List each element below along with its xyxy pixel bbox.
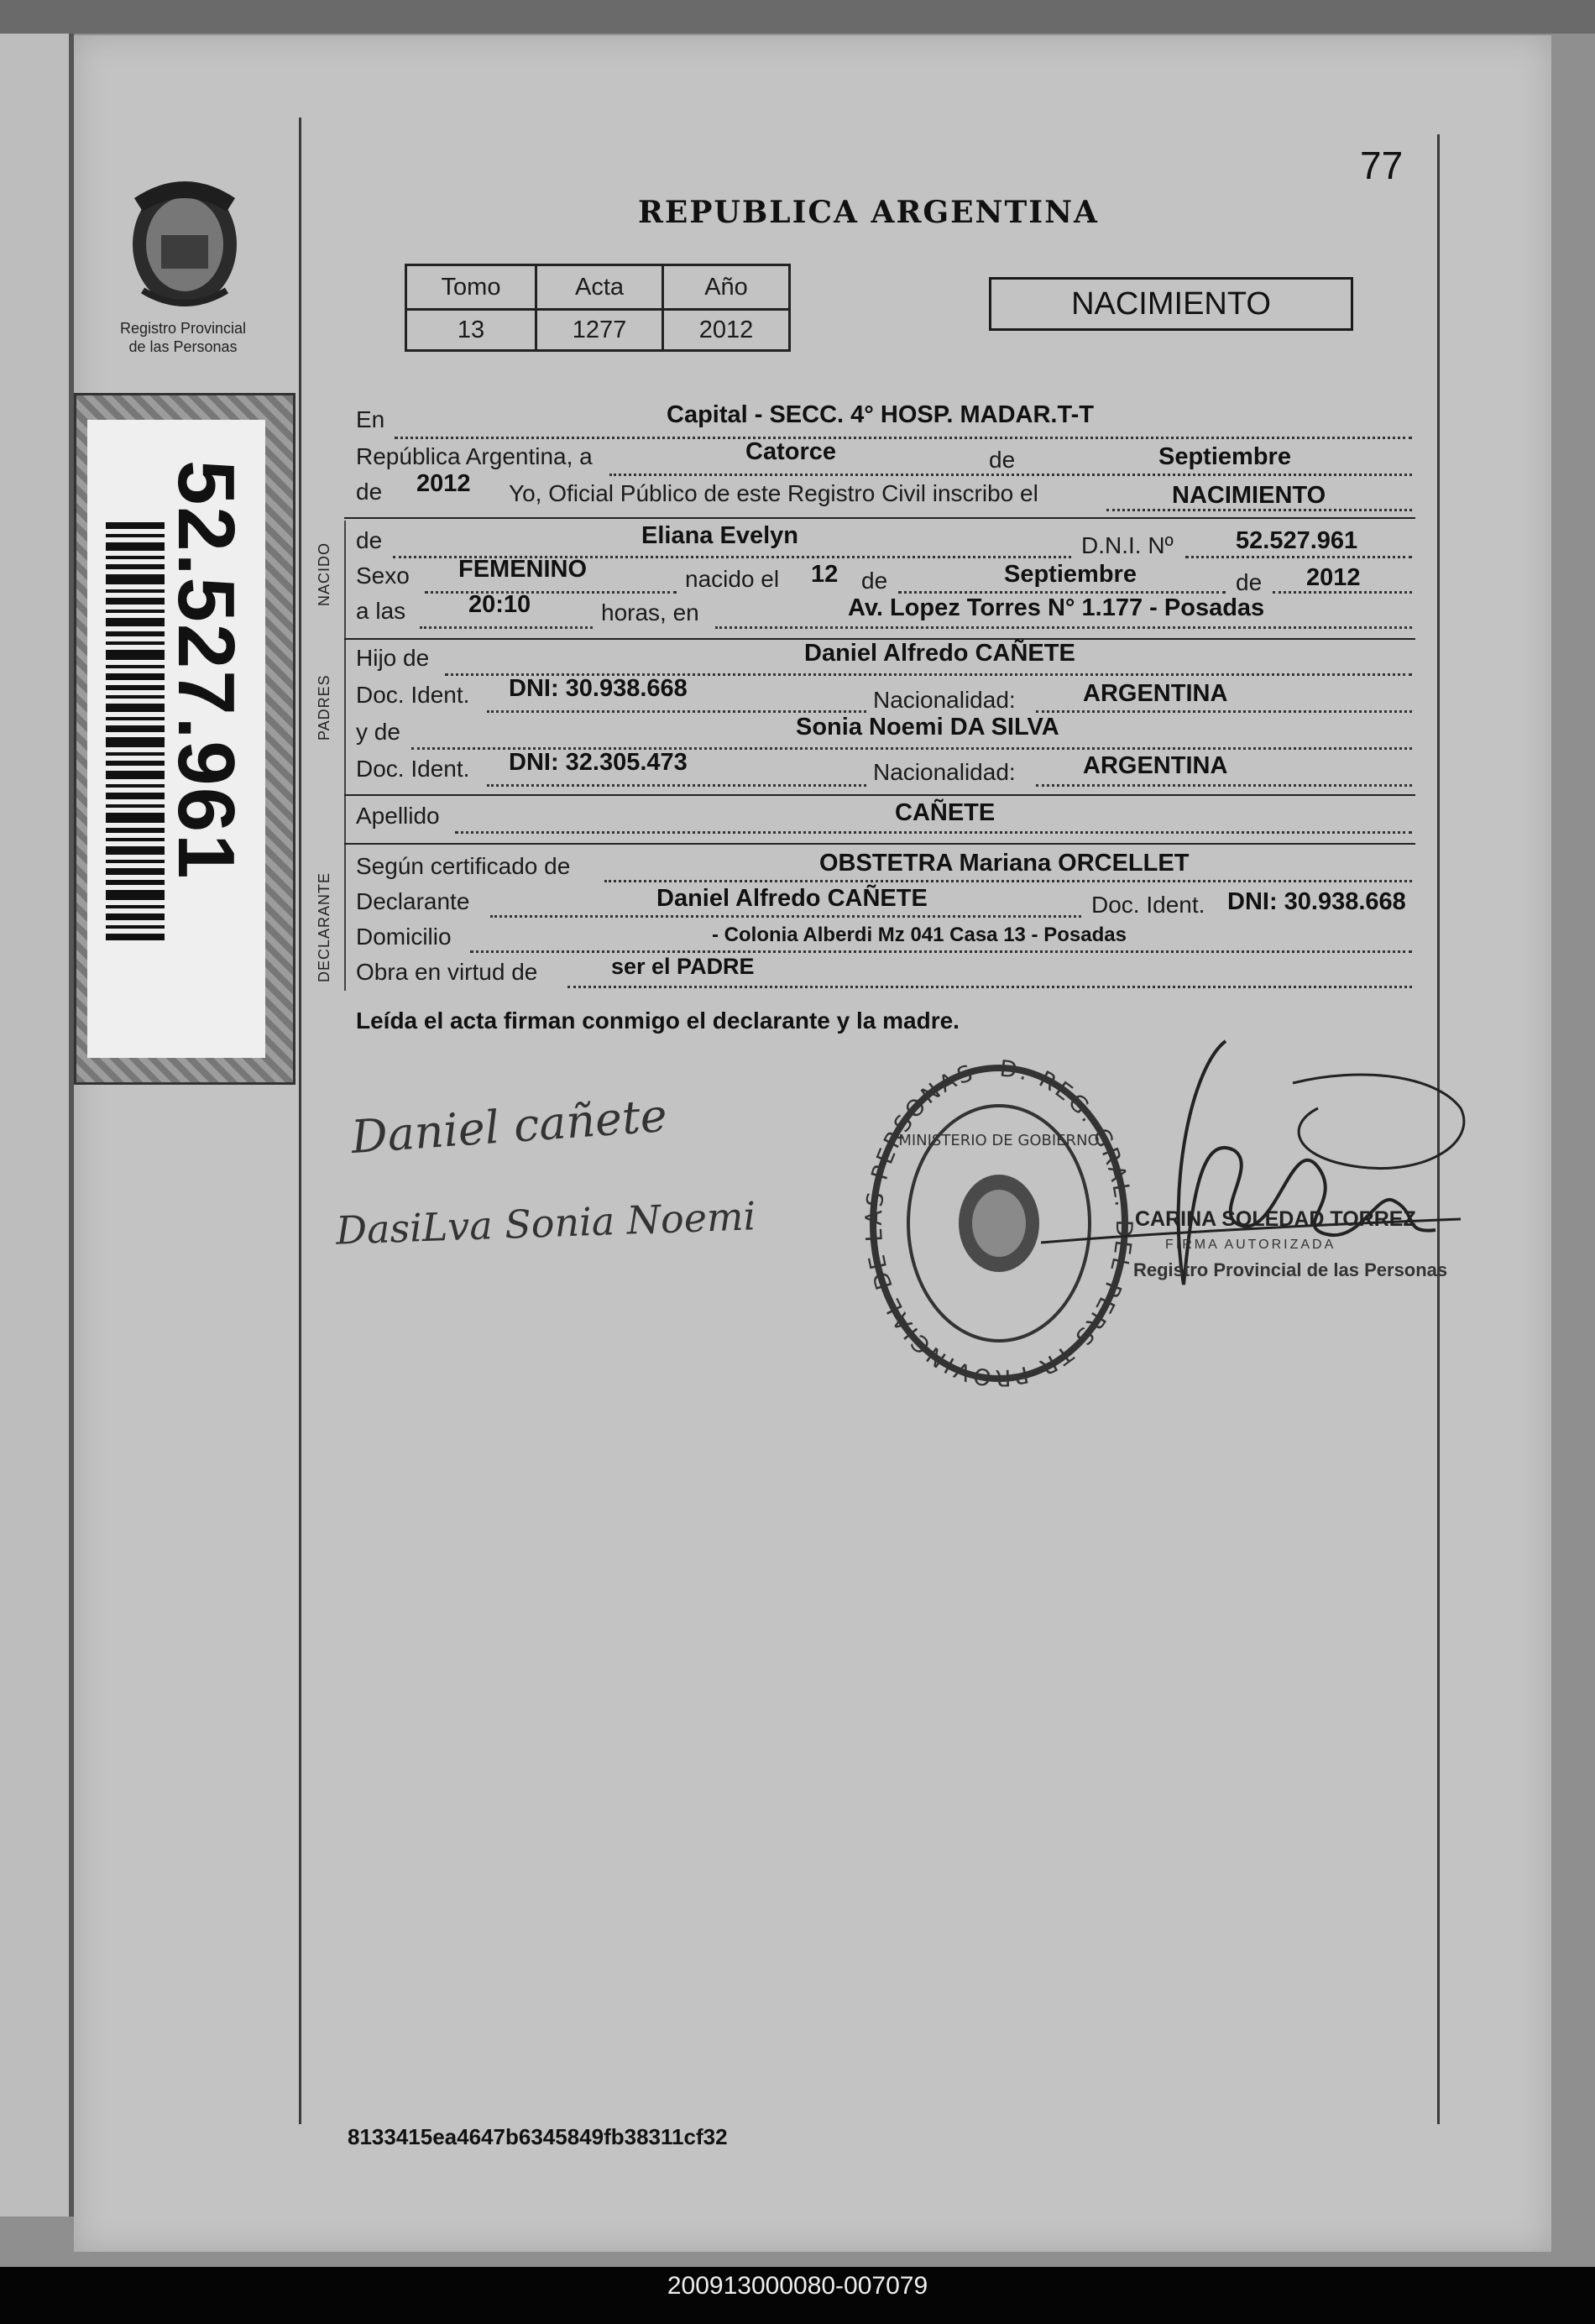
official-signature-icon xyxy=(1041,1033,1477,1352)
section-rule xyxy=(344,517,1415,519)
document-hash: 8133415ea4647b6345849fb38311cf32 xyxy=(348,2124,728,2149)
father-nationality: ARGENTINA xyxy=(1083,680,1228,707)
declarant-doc: DNI: 30.938.668 xyxy=(1227,888,1406,915)
de-label: de xyxy=(1236,569,1263,595)
book-reference-table xyxy=(405,264,791,352)
mother-signature: DasiLva Sonia Noemi xyxy=(335,1193,757,1254)
declarant-name: Daniel Alfredo CAÑETE xyxy=(656,885,928,912)
table-header-ano: Año xyxy=(663,265,790,310)
seal-ring-text: D. REG. GRAL. DEL PERS TR PROVINCIAL DE LAS PERSONAS xyxy=(860,1055,1137,1391)
adjacent-page-edge xyxy=(0,34,74,2217)
doc-label: Doc. Ident. xyxy=(356,756,470,782)
left-margin-line xyxy=(299,118,301,2124)
declarant-label: Declarante xyxy=(356,888,470,914)
certificate-issuer: OBSTETRA Mariana ORCELLET xyxy=(819,850,1190,877)
section-divider-line xyxy=(344,521,346,991)
seal-inner-text: MINISTERIO DE GOBIERNO xyxy=(898,1132,1100,1149)
doc-label: Doc. Ident. xyxy=(1091,892,1205,918)
barcode-icon xyxy=(106,522,165,940)
province-emblem-icon xyxy=(118,165,252,316)
barcode-number: 52.527.961 xyxy=(161,460,251,881)
table-row xyxy=(406,265,790,310)
dotted-line xyxy=(609,474,1412,476)
dotted-line xyxy=(470,950,1412,953)
declarant-capacity: ser el PADRE xyxy=(611,954,755,979)
mother-nationality: ARGENTINA xyxy=(1083,752,1228,779)
declarant-address: - Colonia Alberdi Mz 041 Casa 13 - Posadas xyxy=(712,924,1127,946)
section-label-declarante: DECLARANTE xyxy=(316,872,332,982)
certificate-label: Según certificado de xyxy=(356,853,571,879)
table-header-tomo: Tomo xyxy=(406,265,536,310)
time-label: a las xyxy=(356,598,406,624)
table-row xyxy=(406,310,790,351)
mother-name: Sonia Noemi DA SILVA xyxy=(796,714,1059,741)
dotted-line xyxy=(1036,710,1412,713)
surname-value: CAÑETE xyxy=(895,799,996,826)
father-signature: Daniel cañete xyxy=(349,1088,669,1165)
table-value-ano: 2012 xyxy=(663,310,790,351)
newborn-dni: 52.527.961 xyxy=(1236,527,1358,554)
de-label: de xyxy=(356,479,383,505)
birth-year: 2012 xyxy=(1306,564,1361,591)
official-name: CARINA SOLEDAD TORREZ xyxy=(1135,1207,1416,1231)
child-of-label: Hijo de xyxy=(356,645,430,671)
dotted-line xyxy=(1185,556,1412,558)
birth-time: 20:10 xyxy=(468,591,531,618)
birth-place: Av. Lopez Torres N° 1.177 - Posadas xyxy=(848,594,1265,621)
closing-statement: Leída el acta firman conmigo el declarante y la madre. xyxy=(356,1008,960,1034)
page-number: 77 xyxy=(1360,144,1404,187)
registration-statement: Yo, Oficial Público de este Registro Civil inscribo el xyxy=(509,480,1038,506)
nationality-label: Nacionalidad: xyxy=(873,687,1016,713)
address-label: Domicilio xyxy=(356,924,452,950)
registration-act: NACIMIENTO xyxy=(1172,482,1326,509)
de-label: de xyxy=(356,527,383,553)
place-value: Capital - SECC. 4° HOSP. MADAR.T-T xyxy=(667,401,1094,428)
dotted-line xyxy=(715,626,1412,629)
place-label: En xyxy=(356,406,385,432)
nationality-label: Nacionalidad: xyxy=(873,759,1016,785)
de-label: de xyxy=(989,447,1016,473)
registration-day: Catorce xyxy=(745,438,836,465)
section-label-padres: PADRES xyxy=(316,674,332,741)
sex-label: Sexo xyxy=(356,563,410,589)
de-label: de xyxy=(861,568,888,594)
official-role: FIRMA AUTORIZADA xyxy=(1165,1238,1336,1252)
dotted-line xyxy=(455,831,1412,834)
newborn-sex: FEMENINO xyxy=(458,556,588,583)
father-doc: DNI: 30.938.668 xyxy=(509,675,688,702)
dotted-line xyxy=(604,880,1412,882)
registry-caption-line2: de las Personas xyxy=(128,338,238,355)
birth-day: 12 xyxy=(811,561,839,588)
section-label-nacido: NACIDO xyxy=(316,542,332,606)
dotted-line xyxy=(425,591,677,594)
scan-file-code: 200913000080-007079 xyxy=(667,2272,928,2300)
dotted-line xyxy=(898,591,1226,594)
dotted-line xyxy=(420,626,593,629)
hours-label: horas, en xyxy=(601,599,699,625)
dotted-line xyxy=(395,437,1412,439)
and-label: y de xyxy=(356,719,400,745)
record-type-box: NACIMIENTO xyxy=(989,277,1353,331)
dotted-line xyxy=(490,915,1081,918)
scan-top-edge xyxy=(0,0,1595,34)
newborn-name: Eliana Evelyn xyxy=(641,522,798,549)
father-name: Daniel Alfredo CAÑETE xyxy=(804,640,1075,667)
document-title: REPUBLICA ARGENTINA xyxy=(638,195,1099,230)
table-value-tomo: 13 xyxy=(406,310,536,351)
dni-label: D.N.I. Nº xyxy=(1081,532,1174,558)
registry-caption-line1: Registro Provincial xyxy=(119,320,247,337)
registration-month: Septiembre xyxy=(1158,443,1291,470)
dotted-line xyxy=(487,710,866,713)
mother-doc: DNI: 32.305.473 xyxy=(509,749,688,776)
republica-label: República Argentina, a xyxy=(356,443,593,469)
birth-month: Septiembre xyxy=(1004,561,1137,588)
registry-caption xyxy=(99,319,267,356)
surname-label: Apellido xyxy=(356,803,440,829)
official-organization: Registro Provincial de las Personas xyxy=(1133,1259,1448,1280)
born-label: nacido el xyxy=(685,566,780,592)
capacity-label: Obra en virtud de xyxy=(356,959,538,985)
dotted-line xyxy=(487,784,866,787)
doc-label: Doc. Ident. xyxy=(356,682,470,708)
dotted-line xyxy=(567,986,1412,988)
table-value-acta: 1277 xyxy=(536,310,663,351)
table-header-acta: Acta xyxy=(536,265,663,310)
dotted-line xyxy=(1036,784,1412,787)
registration-year: 2012 xyxy=(416,470,471,497)
section-rule xyxy=(344,794,1415,796)
section-rule xyxy=(344,843,1415,845)
